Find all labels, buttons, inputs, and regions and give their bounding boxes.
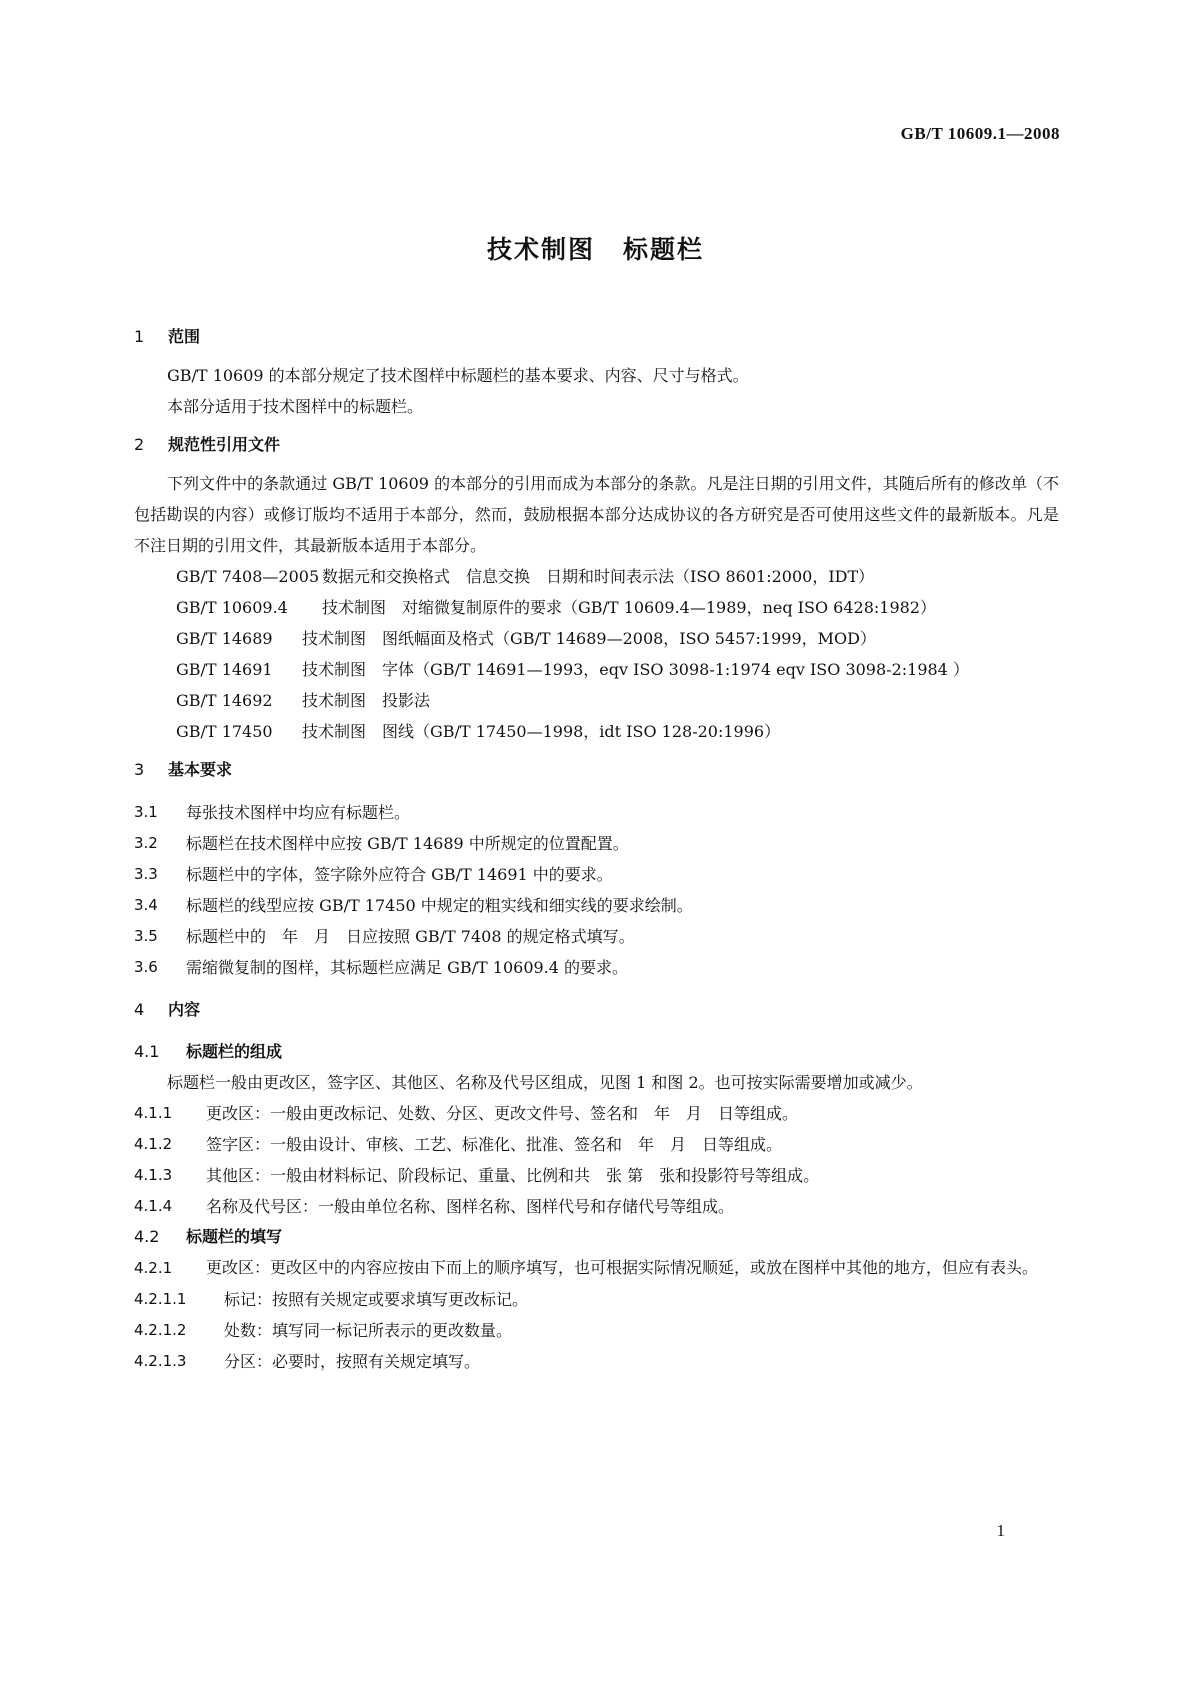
requirement-item: 3.4 标题栏的线型应按 GB/T 17450 中规定的粗实线和细实线的要求绘制。 — [134, 896, 693, 915]
requirement-item: 3.5 标题栏中的 年 月 日应按照 GB/T 7408 的规定格式填写。 — [134, 927, 635, 946]
reference-item: GB/T 7408—2005 数据元和交换格式 信息交换 日期和时间表示法（ISO 8601:2000，IDT） — [176, 567, 875, 586]
section-1-para-2: 本部分适用于技术图样中的标题栏。 — [167, 397, 424, 416]
standard-code: GB/T 10609.1—2008 — [900, 124, 1060, 143]
reference-item: GB/T 14691 技术制图 字体（GB/T 14691—1993，eqv ISO 3098-1:1974 eqv ISO 3098-2:1984 ） — [176, 660, 969, 679]
section-4-1-heading: 4.1 标题栏的组成 — [134, 1042, 283, 1061]
content-item: 4.1.4 名称及代号区：一般由单位名称、图样名称、图样代号和存储代号等组成。 — [134, 1197, 735, 1216]
content-item: 4.2.1.1 标记：按照有关规定或要求填写更改标记。 — [134, 1290, 529, 1309]
content-item: 4.1.2 签字区：一般由设计、审核、工艺、标准化、批准、签名和 年 月 日等组成。 — [134, 1135, 783, 1154]
requirement-item: 3.6 需缩微复制的图样，其标题栏应满足 GB/T 10609.4 的要求。 — [134, 958, 629, 977]
requirement-item: 3.1 每张技术图样中均应有标题栏。 — [134, 803, 411, 822]
page-number: 1 — [996, 1521, 1005, 1540]
section-1-para-1: GB/T 10609 的本部分规定了技术图样中标题栏的基本要求、内容、尺寸与格式。 — [167, 366, 749, 385]
requirement-item: 3.2 标题栏在技术图样中应按 GB/T 14689 中所规定的位置配置。 — [134, 834, 629, 853]
content-item: 4.2.1 更改区：更改区中的内容应按由下而上的顺序填写，也可根据实际情况顺延，或放在图样中其他的地方，但应有表头。 — [134, 1258, 1039, 1277]
section-3-heading: 3 基本要求 — [134, 760, 233, 779]
content-item: 4.1.1 更改区：一般由更改标记、处数、分区、更改文件号、签名和 年 月 日等组成。 — [134, 1104, 799, 1123]
requirement-item: 3.3 标题栏中的字体，签字除外应符合 GB/T 14691 中的要求。 — [134, 865, 613, 884]
section-4-1-para: 标题栏一般由更改区，签字区、其他区、名称及代号区组成，见图 1 和图 2。也可按实际需要增加或减少。 — [167, 1073, 923, 1092]
document-body — [134, 322, 1059, 1377]
content-item: 4.1.3 其他区：一般由材料标记、阶段标记、重量、比例和共 张 第 张和投影符号等组成。 — [134, 1166, 820, 1185]
section-4-heading: 4 内容 — [134, 1000, 201, 1019]
page-title — [0, 230, 1191, 266]
content-item: 4.2.1.3 分区：必要时，按照有关规定填写。 — [134, 1352, 481, 1371]
section-2-intro: 下列文件中的条款通过 GB/T 10609 的本部分的引用而成为本部分的条款。凡是注日期的引用文件，其随后所有的修改单（不包括勘误的内容）或修订版均不适用于本部分，然而，鼓励根据本部分达成协议的各方研究是否可使用这些文件的最新版本。凡是不注日期的引用文件，其最新版本适用于本部分。 — [134, 474, 1059, 555]
section-2-heading: 2 规范性引用文件 — [134, 435, 281, 454]
title-part2: 标题栏 — [623, 235, 705, 264]
section-4-2-heading: 4.2 标题栏的填写 — [134, 1227, 283, 1246]
reference-item: GB/T 10609.4 技术制图 对缩微复制原件的要求（GB/T 10609.4—1989，neq ISO 6428:1982） — [176, 598, 936, 617]
reference-item: GB/T 14689 技术制图 图纸幅面及格式（GB/T 14689—2008，ISO 5457:1999，MOD） — [176, 629, 876, 648]
section-1-heading: 1 范围 — [134, 327, 201, 346]
reference-item: GB/T 17450 技术制图 图线（GB/T 17450—1998，idt ISO 128-20:1996） — [176, 722, 781, 741]
reference-item: GB/T 14692 技术制图 投影法 — [176, 691, 431, 710]
title-part1: 技术制图 — [486, 235, 595, 264]
content-item: 4.2.1.2 处数：填写同一标记所表示的更改数量。 — [134, 1321, 513, 1340]
